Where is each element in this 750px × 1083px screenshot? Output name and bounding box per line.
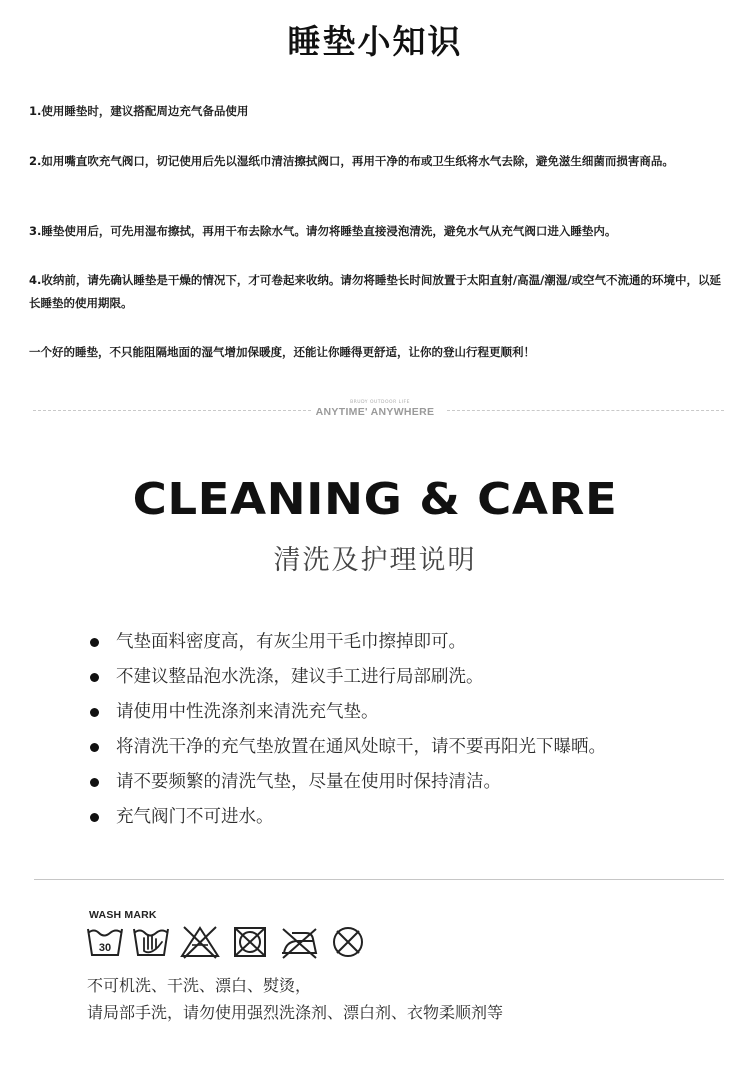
brand-tagline: BRUDY OUTDOOR LIFE (350, 400, 410, 405)
wash-note-line1: 不可机洗、干洗、漂白、熨烫， (87, 976, 312, 995)
wash-temperature: 30 (98, 942, 112, 954)
bullet-dot-icon (90, 673, 99, 682)
page-title: 睡垫小知识 (287, 22, 463, 61)
tip-item: 4.收纳前，请先确认睡垫是干燥的情况下，才可卷起来收纳。请勿将睡垫长时间放置于太阳直射/高温/潮湿/或空气不流通的环境中，以延长睡垫的使用期限。 (29, 273, 721, 310)
care-heading: CLEANING & CARE (132, 474, 618, 525)
care-bullet-text: 请不要频繁的清洗气垫，尽量在使用时保持清洁。 (116, 772, 501, 792)
care-bullet (90, 625, 710, 660)
bullet-dot-icon (90, 638, 99, 647)
wash-mark-label: WASH MARK (89, 909, 157, 921)
tip-item: 3.睡垫使用后，可先用湿布擦拭，再用干布去除水气。请勿将睡垫直接浸泡清洗，避免水气从充气阀口进入睡垫内。 (29, 224, 617, 238)
care-subheading: 清洗及护理说明 (273, 545, 477, 576)
hand-wash-icon (132, 925, 170, 959)
care-bullet-text: 不建议整品泡水洗涤，建议手工进行局部刷洗。 (116, 667, 484, 687)
care-bullet (90, 730, 710, 765)
no-dry-clean-icon (330, 925, 366, 959)
care-bullet-text: 请使用中性洗涤剂来清洗充气垫。 (116, 702, 379, 722)
care-bullet-list (90, 625, 710, 835)
section-divider (34, 879, 724, 880)
dashed-divider-right (447, 410, 724, 411)
care-bullet (90, 765, 710, 800)
care-bullet (90, 800, 710, 835)
no-iron-icon (278, 925, 320, 959)
brand-slogan: ANYTIME' ANYWHERE (315, 406, 435, 418)
care-bullet (90, 660, 710, 695)
care-bullet-text: 充气阀门不可进水。 (116, 807, 274, 827)
dashed-divider-left (33, 410, 311, 411)
no-tumble-dry-icon (232, 925, 268, 959)
bullet-dot-icon (90, 778, 99, 787)
care-bullet-text: 将清洗干净的充气垫放置在通风处晾干，请不要再阳光下曝晒。 (116, 737, 606, 757)
bullet-dot-icon (90, 813, 99, 822)
no-bleach-icon (180, 925, 220, 959)
wash-symbols (86, 925, 386, 961)
wash-30-icon (86, 925, 124, 959)
bullet-dot-icon (90, 743, 99, 752)
care-bullet-text: 气垫面料密度高，有灰尘用干毛巾擦掉即可。 (116, 632, 466, 652)
tip-summary: 一个好的睡垫，不只能阻隔地面的湿气增加保暖度，还能让你睡得更舒适，让你的登山行程更顺利！ (29, 345, 535, 359)
care-bullet (90, 695, 710, 730)
tip-item: 1.使用睡垫时，建议搭配周边充气备品使用 (29, 104, 249, 118)
bullet-dot-icon (90, 708, 99, 717)
tip-item: 2.如用嘴直吹充气阀口，切记使用后先以湿纸巾清洁擦拭阀口，再用干净的布或卫生纸将水气去除，避免滋生细菌而损害商品。 (29, 154, 674, 168)
wash-note-line2: 请局部手洗，请勿使用强烈洗涤剂、漂白剂、衣物柔顺剂等 (87, 1003, 504, 1022)
